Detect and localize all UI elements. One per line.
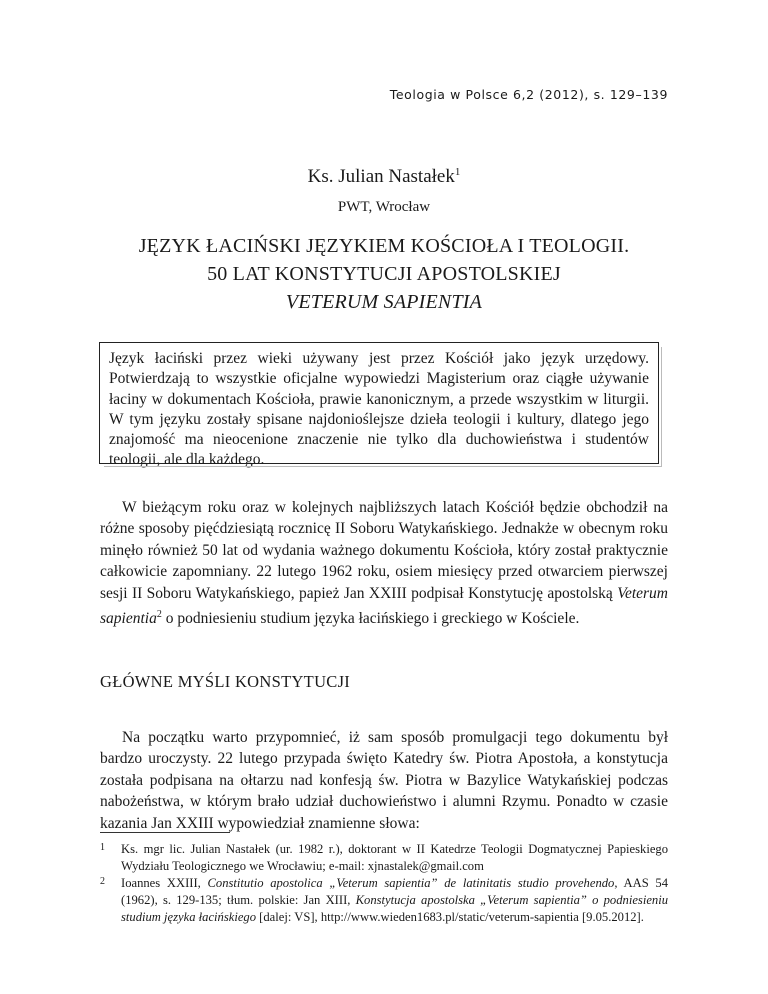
paragraph-1-italic-title: Veterum sapientia (100, 584, 668, 628)
abstract-text: Język łaciński przez wieki używany jest przez Kościół jako język urzędowy. Potwierdzają to wszystkie oficjalne wypowiedzi Magisterium oraz ciągłe używanie łaciny w dokumentach Kościoła, prawie kanonicznym, a przede wszystkim w liturgii. W tym języku zostały spisane najdonioślejsze dzieła teologii i kultury, dlatego jego znajomość ma nieocenione znaczenie nie tylko dla duchowieństwa i studentów teologii, ale dla każdego. (109, 350, 649, 469)
footnote-2-part-2: , AAS 54 (1962), s. 129-135; tłum. polskie: Jan XIII, (121, 876, 669, 907)
footnote-2-italic-2: Konstytucja apostolska „Veterum sapientia” o podniesieniu studium języka łacińskiego (121, 893, 668, 924)
title-line-3: VETERUM SAPIENTIA (285, 291, 483, 313)
running-head: Teologia w Polsce 6,2 (2012), s. 129–139 (389, 87, 668, 102)
footnote-1 (100, 841, 668, 875)
footnote-2-number: 2 (100, 876, 105, 887)
footnote-2-italic-1: Constitutio apostolica „Veterum sapientia” de latinitatis studio provehendo (207, 876, 615, 890)
footnote-divider (100, 832, 230, 833)
abstract-box (99, 342, 659, 469)
footnote-2-part-3[interactable]: [dalej: VS], http://www.wieden1683.pl/static/veterum-sapientia [9.05.2012]. (256, 910, 644, 924)
author-name-text: Ks. Julian Nastałek (307, 166, 455, 187)
paragraph-1-text-b: o podniesieniu studium języka łacińskiego i greckiego w Kościele. (161, 610, 580, 628)
title-line-2: 50 LAT KONSTYTUCJI APOSTOLSKIEJ (207, 263, 561, 285)
footnote-2-part-1: Ioannes XXIII, (121, 876, 208, 890)
footnote-mark-2[interactable]: 2 (156, 609, 162, 621)
author-affiliation: PWT, Wrocław (337, 199, 431, 215)
title-line-1: JĘZYK ŁACIŃSKI JĘZYKIEM KOŚCIOŁA I TEOLOGII. (138, 235, 630, 257)
author-name (100, 166, 668, 188)
author-footnote-mark[interactable]: 1 (454, 166, 461, 178)
paragraph-1-text-a: W bieżącym roku oraz w kolejnych najbliższych latach Kościół będzie obchodził na różne sposoby pięćdziesiątą rocznicę II Soboru Watykańskiego. Jednakże w obecnym roku minęło również 50 lat od wydania ważnego dokumentu Kościoła, który został praktycznie całkowicie zapomniany. 22 lutego 1962 roku, osiem miesięcy przed otwarciem pierwszej sesji II Soboru Watykańskiego, papież Jan XXIII podpisał Konstytucję apostolską (100, 499, 668, 602)
footnote-2 (100, 875, 668, 926)
body-paragraph-2: Na początku warto przypomnieć, iż sam sposób promulgacji tego dokumentu był bardzo uroczysty. 22 lutego przypada święto Katedry św. Piotra Apostoła, a konstytucja została podpisana na ołtarzu nad konfesją św. Piotra w Bazylice Watykańskiej podczas nabożeństwa, w którym brało udział duchowieństwo i alumni Rzymu. Ponadto w czasie kazania Jan XXIII wypowiedział znamienne słowa: (100, 729, 668, 832)
article-title (100, 232, 668, 316)
section-heading: GŁÓWNE MYŚLI KONSTYTUCJI (100, 672, 351, 691)
footnote-1-number: 1 (100, 842, 105, 853)
body-paragraph-1 (100, 497, 668, 629)
footnote-2-text (121, 875, 668, 926)
footnote-1-text: Ks. mgr lic. Julian Nastałek (ur. 1982 r.), doktorant w II Katedrze Teologii Dogmatycznej Papieskiego Wydziału Teologicznego we Wrocławiu; e-mail: xjnastalek@gmail.com (121, 842, 668, 873)
